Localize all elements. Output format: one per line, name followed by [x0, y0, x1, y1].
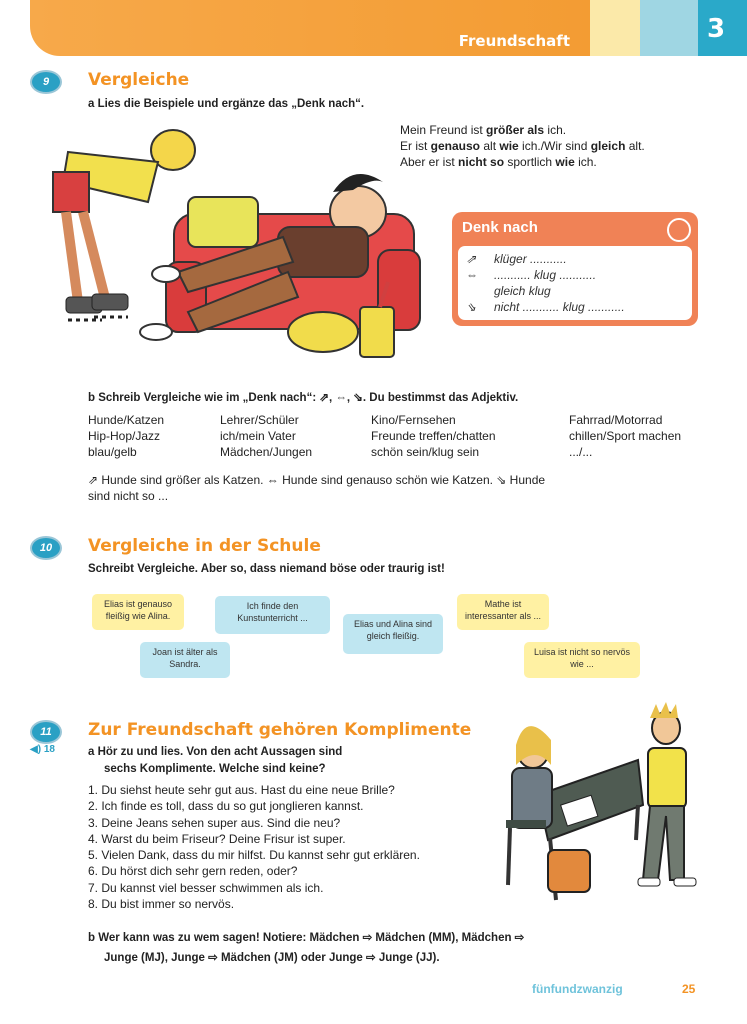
section-title: Zur Freundschaft gehören Komplimente	[88, 720, 472, 740]
list-item: 1. Du siehst heute sehr gut aus. Hast du eine neue Brille?	[88, 783, 395, 797]
list-item: 6. Du hörst dich sehr gern reden, oder?	[88, 864, 298, 879]
task-a: a Hör zu und lies. Von den acht Aussagen sind	[88, 746, 343, 758]
task: Schreibt Vergleiche. Aber so, dass niemand böse oder traurig ist!	[88, 563, 445, 575]
illustration-students-desk	[498, 700, 708, 910]
pair-col-4: Fahrrad/Motorrad chillen/Sport machen .../...	[569, 413, 682, 459]
denk-nach-arrow: ⇗	[466, 252, 477, 266]
example-line: Er ist genauso alt wie ich./Wir sind gleich alt.	[400, 139, 645, 153]
speech-bubble: Elias ist genauso fleißig wie Alina.	[92, 594, 184, 630]
denk-nach-row: gleich klug	[494, 284, 551, 298]
section-title: Vergleiche	[88, 70, 190, 90]
speech-bubble: Luisa ist nicht so nervös wie ...	[524, 642, 640, 678]
list-item: 3. Deine Jeans sehen super aus. Sind die neu?	[88, 815, 341, 830]
example-answer: sind nicht so ...	[88, 489, 169, 503]
compliment-list	[88, 782, 420, 912]
speech-bubble: Joan ist älter als Sandra.	[140, 642, 230, 678]
denk-nach-row: ........... klug ...........	[494, 268, 597, 282]
denk-nach-title: Denk nach	[462, 219, 538, 236]
header-stripe	[640, 0, 698, 56]
task-b: Junge (MJ), Junge ⇨ Mädchen (JM) oder Junge ⇨ Junge (JJ).	[104, 952, 440, 964]
exercise-number: 9	[30, 70, 62, 94]
example-line: Aber er ist nicht so sportlich wie ich.	[400, 155, 597, 169]
denk-nach-arrow: ⇔	[466, 268, 478, 282]
task-a: sechs Komplimente. Welche sind keine?	[104, 763, 326, 775]
pair-col-2: Lehrer/Schüler ich/mein Vater Mädchen/Jungen	[220, 413, 313, 459]
speech-bubble: Elias und Alina sind gleich fleißig.	[343, 614, 443, 654]
audio-track[interactable]: ◀) 18	[30, 744, 55, 755]
speaker-icon: ◀)	[30, 744, 42, 755]
task-b: b Schreib Vergleiche wie im „Denk nach“: ⇗, ⇔, ⇘. Du bestimmst das Adjektiv.	[88, 392, 519, 404]
list-item: 5. Vielen Dank, dass du mir hilfst. Du kannst sehr gut erklären.	[88, 848, 420, 863]
denk-nach-arrow: ⇘	[466, 300, 477, 314]
list-item: 7. Du kannst viel besser schwimmen als ich.	[88, 880, 324, 895]
speech-bubble: Mathe ist interessanter als ...	[457, 594, 549, 630]
smiley-icon	[667, 218, 691, 242]
denk-nach-row: nicht ........... klug ...........	[494, 300, 625, 314]
header-stripe	[590, 0, 640, 56]
illustration-friends-couch	[48, 122, 428, 362]
exercise-number: 11	[30, 720, 62, 744]
task-b: b Wer kann was zu wem sagen! Notiere: Mädchen ⇨ Mädchen (MM), Mädchen ⇨	[88, 932, 525, 944]
example-answer: ⇗ Hunde sind größer als Katzen. ⇔ Hunde sind genauso schön wie Katzen. ⇘ Hunde	[88, 473, 546, 487]
exercise-number: 10	[30, 536, 62, 560]
example-line: Mein Freund ist größer als ich.	[400, 123, 567, 137]
header-band	[30, 0, 590, 56]
list-item: 2. Ich finde es toll, dass du so gut jonglieren kannst.	[88, 799, 364, 814]
page-number: 25	[682, 982, 696, 996]
section-title: Vergleiche in der Schule	[88, 536, 321, 556]
task-a: a Lies die Beispiele und ergänze das „Denk nach“.	[88, 98, 365, 110]
chapter-title: Freundschaft	[458, 32, 570, 50]
pair-col-3: Kino/Fernsehen Freunde treffen/chatten schön sein/klug sein	[371, 413, 496, 459]
page-number-word: fünfundzwanzig	[532, 982, 623, 996]
speech-bubble: Ich finde den Kunstunterricht ...	[215, 596, 330, 634]
pair-col-1: Hunde/Katzen Hip-Hop/Jazz blau/gelb	[88, 413, 165, 459]
list-item: 8. Du bist immer so nervös.	[88, 897, 235, 912]
unit-number: 3	[706, 14, 726, 44]
list-item: 4. Warst du beim Friseur? Deine Frisur ist super.	[88, 831, 346, 846]
denk-nach-row: klüger ...........	[494, 252, 567, 266]
